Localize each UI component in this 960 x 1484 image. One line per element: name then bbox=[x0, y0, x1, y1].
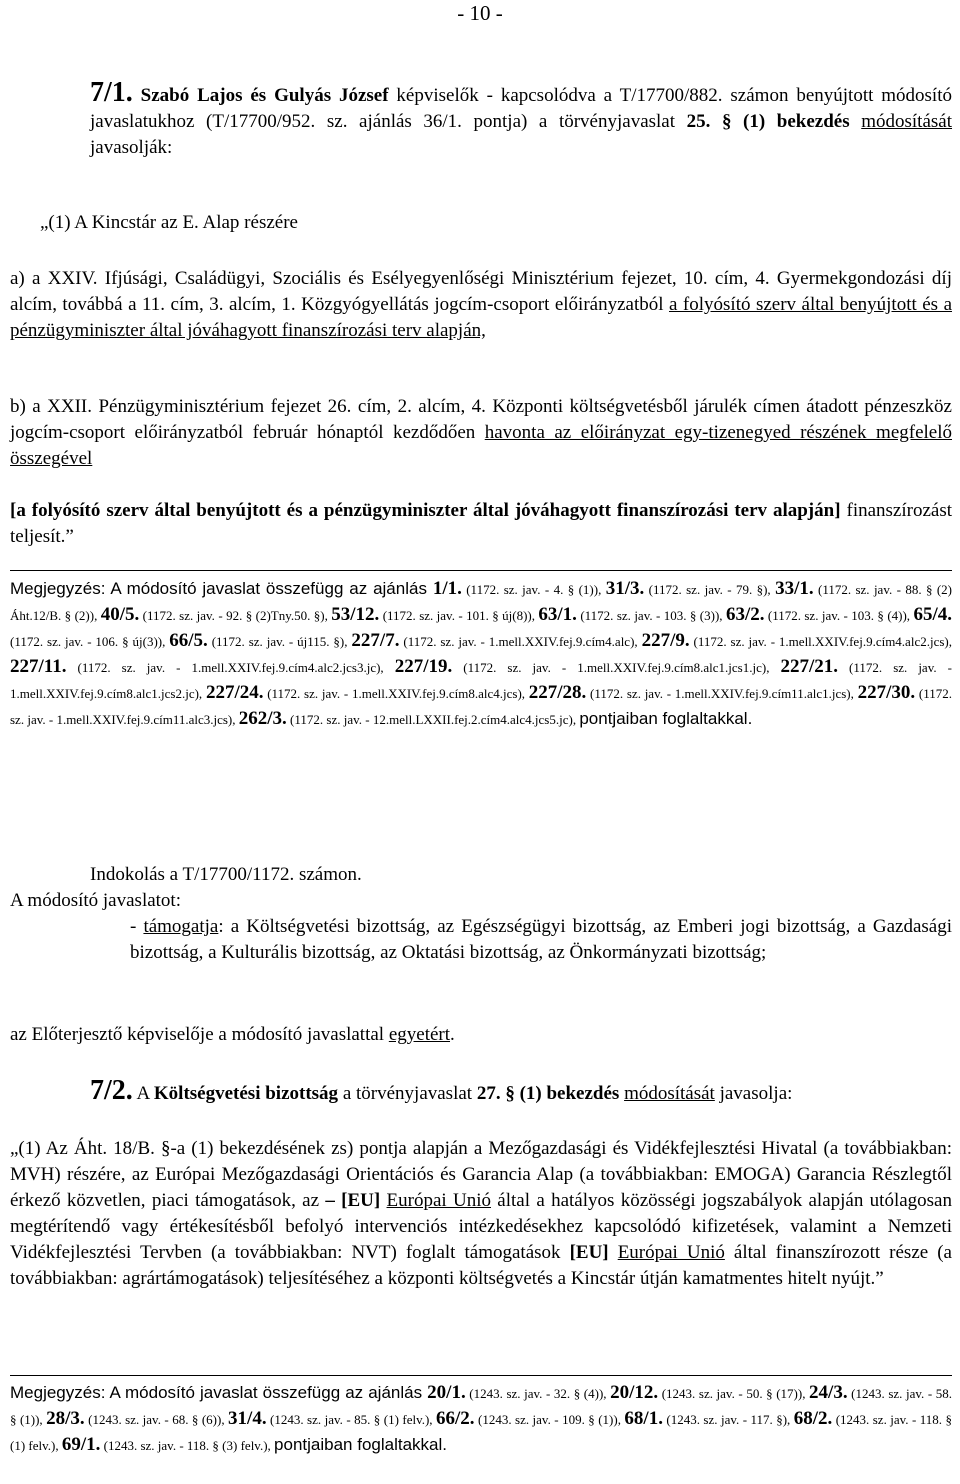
bracketed-deletion: [a folyósító szerv által benyújtott és a pénzügyminiszter által jóváhagyott finanszírozási terv alapján] bbox=[10, 500, 841, 521]
note-ref-number: 66/5. bbox=[169, 630, 208, 651]
section-number: 7/2. bbox=[90, 1075, 133, 1106]
inserted-eu-1: Európai Unió bbox=[386, 1190, 491, 1211]
section-7-2-body bbox=[10, 1136, 952, 1292]
note-ref-number: 24/3. bbox=[809, 1382, 848, 1403]
separator-line bbox=[10, 570, 952, 571]
section-7-1-heading bbox=[90, 77, 953, 161]
heading-text: A bbox=[132, 1083, 154, 1104]
support-word: támogatja bbox=[143, 916, 219, 937]
quote-intro: „(1) A Kincstár az E. Alap részére bbox=[40, 212, 298, 233]
article-ref: 25. § (1) bekezdés bbox=[686, 111, 850, 132]
heading-text-2: a törvényjavaslat bbox=[338, 1083, 477, 1104]
justification-lead: A módosító javaslatot: bbox=[10, 890, 181, 911]
note-lead: Megjegyzés: A módosító javaslat összefügg az ajánlás bbox=[10, 1383, 428, 1402]
note-ref-detail: (1243. sz. jav. - 118. § (3) felv.), bbox=[100, 1438, 275, 1453]
note-ref-detail: (1243. sz. jav. - 109. § (1)), bbox=[474, 1412, 625, 1427]
inserted-eu-2: Európai Unió bbox=[617, 1242, 725, 1263]
note-ref-number: 227/9. bbox=[641, 630, 690, 651]
note-7-2 bbox=[10, 1380, 952, 1458]
page-number: - 10 - bbox=[457, 1, 503, 25]
body-text-3: által finanszírozott része (a továbbiakban: agrártámogatások) teljesítéséhez a központi költségvetés a Kincstár útján kamatmentes hitelt nyújt.” bbox=[10, 1242, 952, 1289]
space bbox=[609, 1242, 618, 1263]
note-ref-detail: (1243. sz. jav. - 118. § (1) felv.), bbox=[10, 1412, 953, 1453]
note-ref-number: 31/4. bbox=[228, 1408, 267, 1429]
period: . bbox=[450, 1024, 455, 1045]
heading-tail: javasolja: bbox=[714, 1083, 793, 1104]
section-number: 7/1. bbox=[90, 77, 133, 108]
note-ref-number: 227/7. bbox=[351, 630, 400, 651]
point-b-inserted: havonta az előirányzat egy-tizenegyed részének megfelelő összegével bbox=[10, 422, 952, 469]
note-tail: pontjaiban foglaltakkal. bbox=[579, 709, 753, 728]
note-ref-number: 33/1. bbox=[775, 578, 814, 599]
note-ref-number: 227/24. bbox=[205, 682, 264, 703]
dash: - bbox=[130, 916, 144, 937]
note-lead: Megjegyzés: A módosító javaslat összefügg az ajánlás bbox=[10, 579, 433, 598]
clause-end: finanszírozást teljesít.” bbox=[10, 500, 953, 547]
note-ref-number: 20/12. bbox=[610, 1382, 659, 1403]
note-ref-number: 68/2. bbox=[793, 1408, 833, 1429]
note-ref-number: 53/12. bbox=[331, 604, 380, 625]
note-ref-number: 69/1. bbox=[61, 1434, 101, 1455]
note-ref-detail: (1172. sz. jav. - 1.mell.XXIV.fej.9.cím11.alc1.jcs), bbox=[586, 686, 858, 701]
point-b-text: b) a XXII. Pénzügyminisztérium fejezet 26. cím, 2. alcím, 4. Központi költségvetésből járulék címen átadott pénzeszköz jogcím-csoport előirányzatból február hónaptól kezdődően bbox=[10, 396, 952, 443]
point-a-inserted: a folyósító szerv által benyújtott és a pénzügyminiszter által jóváhagyott finanszírozási terv alapján, bbox=[10, 294, 952, 341]
point-a-text: a) a XXIV. Ifjúsági, Családügyi, Szociális és Esélyegyenlőségi Minisztérium fejezet, 10. cím, 4. Gyermekgondozási díj alcím, továbbá a 11. cím, 3. alcím, 1. Közgyógyellátás jogcím-csoport előirányzatból bbox=[10, 268, 952, 315]
note-ref-number: 63/1. bbox=[538, 604, 577, 625]
bracketed-deletion-1: – [EU] bbox=[325, 1190, 381, 1211]
note-ref-detail: (1172. sz. jav. - 1.mell.XXIV.fej.9.cím8.alc1.jcs2.jc), bbox=[10, 660, 952, 701]
note-ref-number: 68/1. bbox=[624, 1408, 663, 1429]
section-7-2-heading bbox=[90, 1075, 952, 1107]
note-ref-detail: (1172. sz. jav. - 79. §), bbox=[644, 582, 776, 597]
body-text-2: által a hatályos közösségi jogszabályok alapján utólagosan megtérítendő vagy értékesítésből befolyó intervenciós intézkedésekhez kapcsolódó kifizetések, valamint a Nemzeti Vidékfejlesztési Tervben (a továbbiakban: NVT) foglalt támogatások bbox=[10, 1190, 952, 1263]
body-text-1: „(1) Az Áht. 18/B. §-a (1) bekezdésének zs) pontja alapján a Mezőgazdasági és Vidékfejlesztési Hivatal (a továbbiakban: MVH) részére, az Európai Mezőgazdasági Orientációs és Garancia Alap (a továbbiakban: EMOGA) Garancia Részlegtől érkező közvetlen, piaci támogatások, az bbox=[10, 1138, 952, 1211]
note-ref-number: 40/5. bbox=[100, 604, 140, 625]
agreement-word: egyetért bbox=[388, 1024, 451, 1045]
note-ref-number: 20/1. bbox=[427, 1382, 466, 1403]
note-tail: pontjaiban foglaltakkal. bbox=[274, 1435, 448, 1454]
point-b bbox=[10, 394, 952, 472]
note-ref-number: 227/19. bbox=[394, 656, 453, 677]
point-a bbox=[10, 266, 952, 344]
note-7-1 bbox=[10, 576, 952, 732]
note-ref-number: 66/2. bbox=[436, 1408, 475, 1429]
note-ref-detail: (1172. sz. jav. - 101. § új(8)), bbox=[379, 608, 539, 623]
agreement-line bbox=[10, 1022, 952, 1048]
note-ref-detail: (1172. sz. jav. - 1.mell.XXIV.fej.9.cím4.alc2.jcs3.jc), bbox=[66, 660, 395, 675]
note-ref-number: 227/11. bbox=[10, 656, 67, 677]
note-ref-detail: (1243. sz. jav. - 50. § (17)), bbox=[658, 1386, 810, 1401]
deleted-clause bbox=[10, 498, 952, 550]
note-ref-detail: (1243. sz. jav. - 58. § (1)), bbox=[10, 1386, 953, 1427]
note-ref-detail: (1243. sz. jav. - 32. § (4)), bbox=[465, 1386, 611, 1401]
note-ref-number: 31/3. bbox=[605, 578, 645, 599]
note-ref-number: 63/2. bbox=[725, 604, 765, 625]
note-ref-detail: (1172. sz. jav. - 1.mell.XXIV.fej.9.cím8.alc1.jcs1.jc), bbox=[452, 660, 781, 675]
note-ref-detail: (1172. sz. jav. - 88. § (2) Áht.12/B. § (2)), bbox=[10, 582, 953, 623]
note-ref-detail: (1172. sz. jav. - 92. § (2)Tny.50. §), bbox=[139, 608, 332, 623]
note-ref-detail: (1172. sz. jav. - 4. § (1)), bbox=[461, 582, 606, 597]
modification-word: módosítását bbox=[624, 1083, 715, 1104]
note-ref-number: 65/4. bbox=[913, 604, 952, 625]
note-ref-detail: (1172. sz. jav. - 1.mell.XXIV.fej.9.cím8.alc4.jcs), bbox=[263, 686, 529, 701]
article-ref: 27. § (1) bekezdés bbox=[476, 1083, 620, 1104]
proposer: Költségvetési bizottság bbox=[153, 1083, 339, 1104]
note-ref-detail: (1172. sz. jav. - 103. § (4)), bbox=[764, 608, 914, 623]
note-ref-detail: (1172. sz. jav. - 103. § (3)), bbox=[576, 608, 726, 623]
note-ref-number: 227/21. bbox=[780, 656, 839, 677]
note-ref-detail: (1243. sz. jav. - 117. §), bbox=[662, 1412, 794, 1427]
agreement-text: az Előterjesztő képviselője a módosító javaslattal bbox=[10, 1024, 389, 1045]
note-ref-number: 227/28. bbox=[528, 682, 587, 703]
note-ref-number: 1/1. bbox=[432, 578, 462, 599]
separator-line-2 bbox=[10, 1375, 952, 1376]
note-ref-number: 28/3. bbox=[46, 1408, 85, 1429]
note-ref-number: 227/30. bbox=[857, 682, 916, 703]
note-ref-detail: (1172. sz. jav. - 1.mell.XXIV.fej.9.cím4.alc), bbox=[399, 634, 642, 649]
note-ref-detail: (1172. sz. jav. - 106. § új(3)), bbox=[10, 634, 170, 649]
proposers: Szabó Lajos és Gulyás József bbox=[140, 85, 389, 106]
support-list bbox=[130, 914, 952, 966]
note-ref-detail: (1172. sz. jav. - 1.mell.XXIV.fej.9.cím11.alc3.jcs), bbox=[10, 686, 952, 727]
note-ref-number: 262/3. bbox=[238, 708, 287, 729]
supporting-committees: : a Költségvetési bizottság, az Egészségügyi bizottság, az Emberi jogi bizottság, a Gazdasági bizottság, a Kulturális bizottság, az Oktatási bizottság, az Önkormányzati bizottság; bbox=[130, 916, 953, 963]
heading-text: képviselők - kapcsolódva a T/17700/882. számon benyújtott módosító javaslatukhoz (T/17700/952. sz. ajánlás 36/1. pontja) a törvényjavaslat bbox=[90, 85, 952, 132]
note-ref-detail: (1172. sz. jav. - 12.mell.LXXII.fej.2.cím4.alc4.jcs5.jc), bbox=[286, 712, 580, 727]
justification-title: Indokolás a T/17700/1172. számon. bbox=[90, 864, 362, 885]
bracketed-deletion-2: [EU] bbox=[569, 1242, 609, 1263]
note-ref-detail: (1172. sz. jav. - 1.mell.XXIV.fej.9.cím4.alc2.jcs), bbox=[689, 634, 952, 649]
space bbox=[850, 111, 862, 132]
heading-tail: javasolják: bbox=[90, 137, 173, 158]
note-ref-detail: (1243. sz. jav. - 68. § (6)), bbox=[84, 1412, 229, 1427]
note-ref-detail: (1172. sz. jav. - új115. §), bbox=[207, 634, 352, 649]
note-ref-detail: (1243. sz. jav. - 85. § (1) felv.), bbox=[266, 1412, 437, 1427]
modification-word: módosítását bbox=[861, 111, 953, 132]
